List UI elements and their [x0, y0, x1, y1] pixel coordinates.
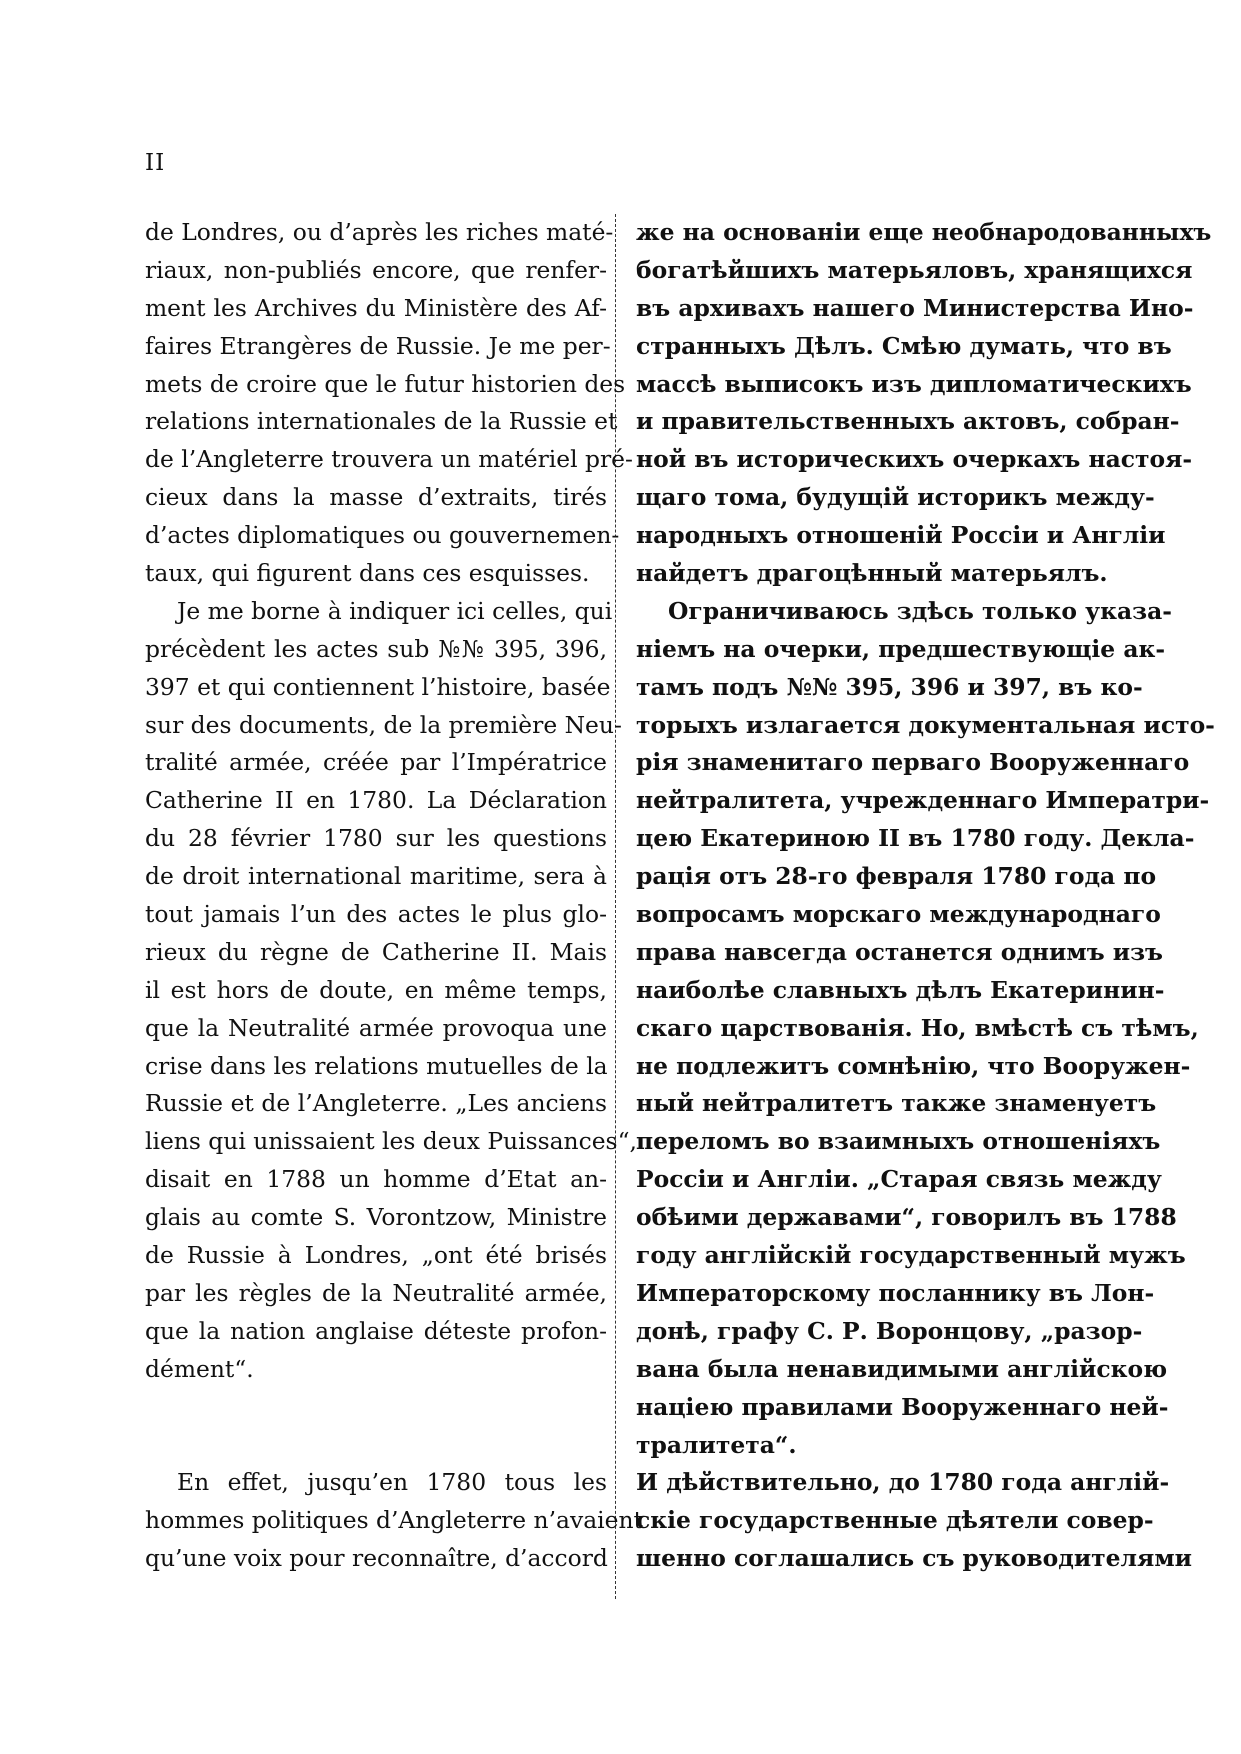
text-line: же на основанiи еще необнародованныхъ: [636, 218, 1212, 246]
text-line: и правительственныхъ актовъ, собран-: [636, 407, 1180, 436]
text-line: rieux du règne de Catherine II. Mais: [145, 937, 607, 966]
text-line: права навсегда останется однимъ изъ: [636, 937, 1163, 966]
text-line: cieux dans la masse d’extraits, tirés: [145, 483, 607, 512]
text-line: нацiею правилами Вооруженнаго ней-: [636, 1392, 1169, 1421]
text-line: донѣ, графу С. Р. Воронцову, „разор-: [636, 1316, 1143, 1345]
text-line: mets de croire que le futur historien des: [145, 369, 626, 398]
text-line: de Londres, ou d’après les riches maté-: [145, 218, 614, 246]
text-line: tout jamais l’un des actes le plus glo-: [145, 900, 607, 929]
right-paragraph-2: [636, 593, 1215, 1464]
text-line: Ограничиваюсь здѣсь только указа-: [668, 596, 1172, 625]
text-line: il est hors de doute, en même temps,: [145, 975, 607, 1004]
left-column-french: [145, 214, 643, 1578]
text-line: тралитета“.: [636, 1430, 797, 1459]
text-line: Императорскому посланнику въ Лон-: [636, 1278, 1155, 1307]
right-paragraph-3: [636, 1464, 1192, 1578]
text-line: relations internationales de la Russie et: [145, 407, 618, 436]
text-line: riaux, non-publiés encore, que renfer-: [145, 255, 607, 284]
text-line: вопросамъ морскаго международнаго: [636, 900, 1161, 929]
text-line: Россiи и Англiи. „Старая связь между: [636, 1165, 1162, 1194]
left-paragraph-3: [145, 1464, 643, 1578]
text-line: рацiя отъ 28-го февраля 1780 года по: [636, 862, 1157, 891]
text-line: рiя знаменитаго перваго Вооруженнаго: [636, 748, 1190, 777]
text-line: crise dans les relations mutuelles de la: [145, 1051, 608, 1080]
text-line: ный нейтралитетъ также знаменуетъ: [636, 1089, 1157, 1118]
text-line: скiе государственные дѣятели совер-: [636, 1506, 1154, 1535]
text-line: précèdent les actes sub №№ 395, 396,: [145, 634, 607, 663]
text-line: du 28 février 1780 sur les questions: [145, 824, 607, 853]
text-line: 397 et qui contiennent l’histoire, basée: [145, 672, 611, 701]
text-line: Catherine II en 1780. La Déclaration: [145, 786, 607, 815]
text-line: sur des documents, de la première Neu-: [145, 710, 622, 739]
text-line: dément“.: [145, 1354, 254, 1383]
text-line: тамъ подъ №№ 395, 396 и 397, въ ко-: [636, 672, 1143, 701]
text-line: hommes politiques d’Angleterre n’avaient: [145, 1506, 643, 1535]
text-line: торыхъ излагается документальная исто-: [636, 710, 1215, 739]
page-number: II: [145, 150, 166, 176]
text-line: glais au comte S. Vorontzow, Ministre: [145, 1203, 607, 1232]
text-line: вана была ненавидимыми англiйскою: [636, 1354, 1168, 1383]
text-line: народныхъ отношенiй Россiи и Англiи: [636, 521, 1166, 550]
text-line: въ архивахъ нашего Министерства Ино-: [636, 293, 1194, 322]
text-line: En effet, jusqu’en 1780 tous les: [177, 1468, 607, 1497]
text-line: массѣ выписокъ изъ дипломатическихъ: [636, 369, 1192, 398]
text-line: d’actes diplomatiques ou gouvernemen-: [145, 521, 620, 550]
text-line: обѣими державами“, говорилъ въ 1788: [636, 1203, 1177, 1232]
text-line: de Russie à Londres, „ont été brisés: [145, 1241, 607, 1270]
text-line: taux, qui figurent dans ces esquisses.: [145, 559, 590, 588]
text-line: que la Neutralité armée provoqua une: [145, 1013, 607, 1042]
left-paragraph-2: [145, 593, 637, 1389]
text-line: щаго тома, будущiй историкъ между-: [636, 483, 1155, 512]
right-column-russian: [636, 214, 1215, 1578]
text-line: liens qui unissaient les deux Puissances“,: [145, 1127, 637, 1156]
text-line: богатѣйшихъ матерьяловъ, хранящихся: [636, 255, 1193, 284]
text-line: шенно соглашались съ руководителями: [636, 1544, 1192, 1573]
text-line: tralité armée, créée par l’Impératrice: [145, 748, 607, 777]
text-line: de droit international maritime, sera à: [145, 862, 607, 891]
left-paragraph-1: [145, 214, 633, 593]
text-line: ной въ историческихъ очеркахъ настоя-: [636, 445, 1193, 474]
text-line: par les règles de la Neutralité armée,: [145, 1278, 607, 1307]
text-line: найдетъ драгоцѣнный матерьялъ.: [636, 559, 1108, 588]
text-line: que la nation anglaise déteste profon-: [145, 1316, 607, 1345]
text-line: году англiйскiй государственный мужъ: [636, 1241, 1186, 1270]
text-line: qu’une voix pour reconnaître, d’accord: [145, 1544, 608, 1573]
text-line: наиболѣе славныхъ дѣлъ Екатеринин-: [636, 975, 1165, 1004]
text-line: И дѣйствительно, до 1780 года англiй-: [636, 1468, 1170, 1497]
text-line: скаго царствованiя. Но, вмѣстѣ съ тѣмъ,: [636, 1013, 1199, 1042]
right-paragraph-1: [636, 214, 1212, 593]
text-line: нiемъ на очерки, предшествующiе ак-: [636, 634, 1166, 663]
text-line: ment les Archives du Ministère des Af-: [145, 293, 607, 322]
text-line: de l’Angleterre trouvera un matériel pré-: [145, 445, 633, 474]
text-line: странныхъ Дѣлъ. Смѣю думать, что въ: [636, 331, 1172, 360]
text-line: disait en 1788 un homme d’Etat an-: [145, 1165, 607, 1194]
text-line: Je me borne à indiquer ici celles, qui: [177, 596, 613, 625]
text-line: нейтралитета, учрежденнаго Императри-: [636, 786, 1210, 815]
text-line: faires Etrangères de Russie. Je me per-: [145, 331, 611, 360]
paragraph-gap: [145, 1389, 607, 1465]
text-line: цею Екатериною II въ 1780 году. Декла-: [636, 824, 1195, 853]
text-line: Russie et de l’Angleterre. „Les anciens: [145, 1089, 607, 1118]
text-line: переломъ во взаимныхъ отношенiяхъ: [636, 1127, 1161, 1156]
text-line: не подлежитъ сомнѣнiю, что Вооружен-: [636, 1051, 1191, 1080]
